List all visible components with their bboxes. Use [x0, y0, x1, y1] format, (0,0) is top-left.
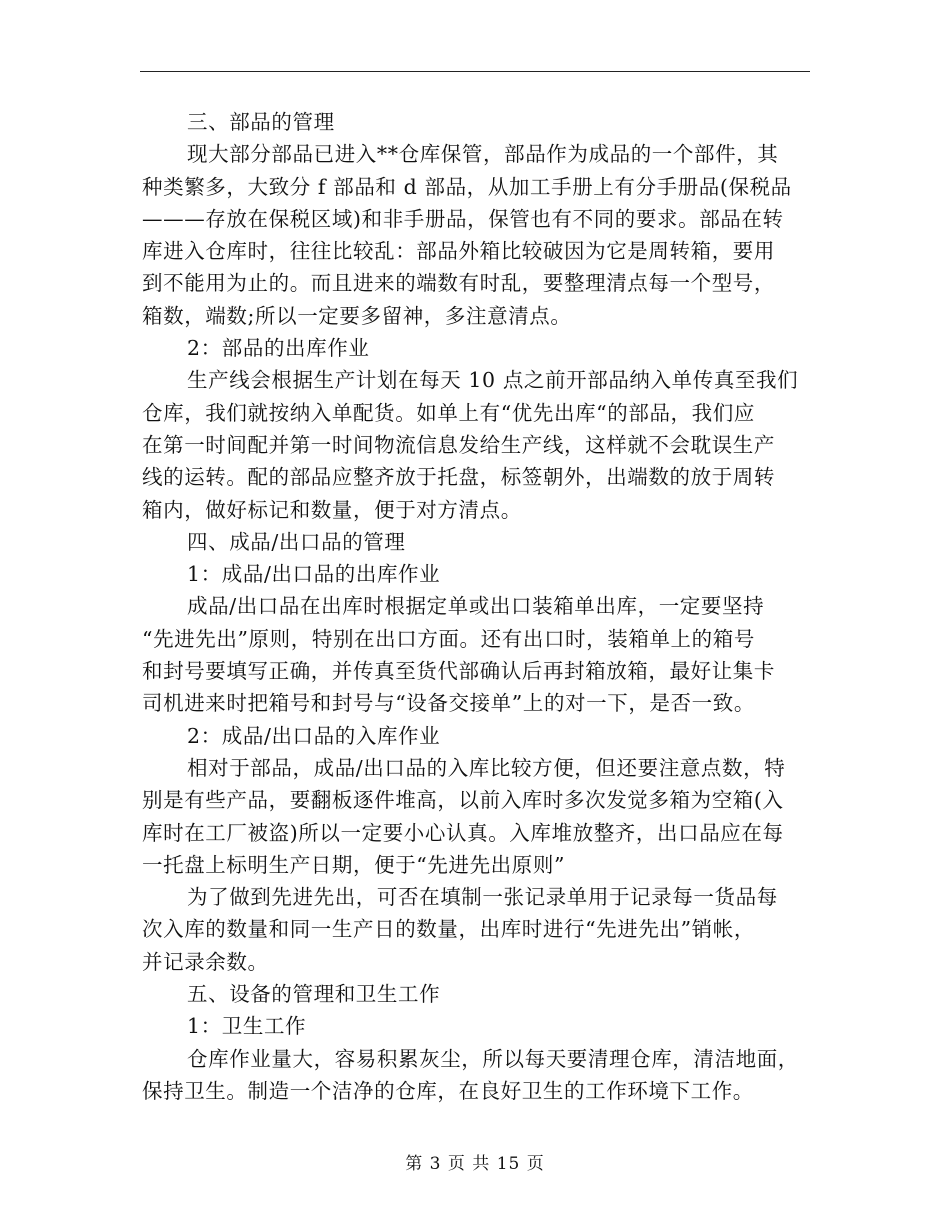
paragraph-line: 相对于部品，成品/出口品的入库比较方便，但还要注意点数，特	[187, 755, 786, 780]
paragraph-line: 库进入仓库时，往往比较乱：部品外箱比较破因为它是周转箱，要用	[142, 239, 775, 264]
paragraph-line: 现大部分部品已进入**仓库保管，部品作为成品的一个部件，其	[187, 142, 779, 167]
paragraph-line: “先进先出”原则，特别在出口方面。还有出口时，装箱单上的箱号	[142, 626, 755, 651]
paragraph-line: 一托盘上标明生产日期，便于“先进先出原则”	[142, 852, 566, 877]
paragraph-line: 并记录余数。	[142, 949, 269, 974]
paragraph-line: 成品/出口品在出库时根据定单或出口装箱单出库，一定要坚持	[187, 594, 765, 619]
subsection-heading: 2：成品/出口品的入库作业	[187, 723, 441, 748]
paragraph-line: 为了做到先进先出，可否在填制一张记录单用于记录每一货品每	[187, 885, 778, 910]
paragraph-line: 线的运转。配的部品应整齐放于托盘，标签朝外，出端数的放于周转	[142, 465, 775, 490]
paragraph-line: 在第一时间配并第一时间物流信息发给生产线，这样就不会耽误生产	[142, 432, 775, 457]
paragraph-line: 和封号要填写正确，并传真至货代部确认后再封箱放箱，最好让集卡	[142, 659, 775, 684]
section-heading: 四、成品/出口品的管理	[187, 529, 406, 554]
paragraph-line: 仓库作业量大，容易积累灰尘，所以每天要清理仓库，清洁地面，	[187, 1046, 799, 1071]
paragraph-line: ———存放在保税区域)和非手册品，保管也有不同的要求。部品在转	[142, 206, 784, 231]
section-heading: 五、设备的管理和卫生工作	[187, 982, 441, 1007]
paragraph-line: 别是有些产品，要翻板逐件堆高，以前入库时多次发觉多箱为空箱(入	[142, 788, 784, 813]
subsection-heading: 1：成品/出口品的出库作业	[187, 562, 441, 587]
paragraph-line: 到不能用为止的。而且进来的端数有时乱，要整理清点每一个型号，	[142, 271, 775, 296]
subsection-heading: 1：卫生工作	[187, 1014, 307, 1039]
paragraph-line: 生产线会根据生产计划在每天 10 点之前开部品纳入单传真至我们	[187, 368, 799, 393]
page-number-footer: 第 3 页 共 15 页	[405, 1154, 545, 1174]
paragraph-line: 仓库，我们就按纳入单配货。如单上有“优先出库“的部品，我们应	[142, 400, 755, 425]
section-heading: 三、部品的管理	[187, 110, 335, 134]
paragraph-line: 箱内，做好标记和数量，便于对方清点。	[142, 497, 522, 522]
header-rule	[140, 71, 810, 72]
paragraph-line: 库时在工厂被盗)所以一定要小心认真。入库堆放整齐，出口品应在每	[142, 820, 784, 845]
paragraph-line: 保持卫生。制造一个洁净的仓库，在良好卫生的工作环境下工作。	[142, 1078, 754, 1103]
document-body	[142, 106, 808, 1107]
paragraph-line: 次入库的数量和同一生产日的数量，出库时进行“先进先出”销帐，	[142, 917, 755, 942]
paragraph-line: 种类繁多，大致分 f 部品和 d 部品，从加工手册上有分手册品(保税品	[142, 174, 792, 199]
paragraph-line: 箱数，端数;所以一定要多留神，多注意清点。	[142, 303, 572, 328]
subsection-heading: 2：部品的出库作业	[187, 336, 370, 361]
paragraph-line: 司机进来时把箱号和封号与“设备交接单”上的对一下，是否一致。	[142, 691, 755, 716]
